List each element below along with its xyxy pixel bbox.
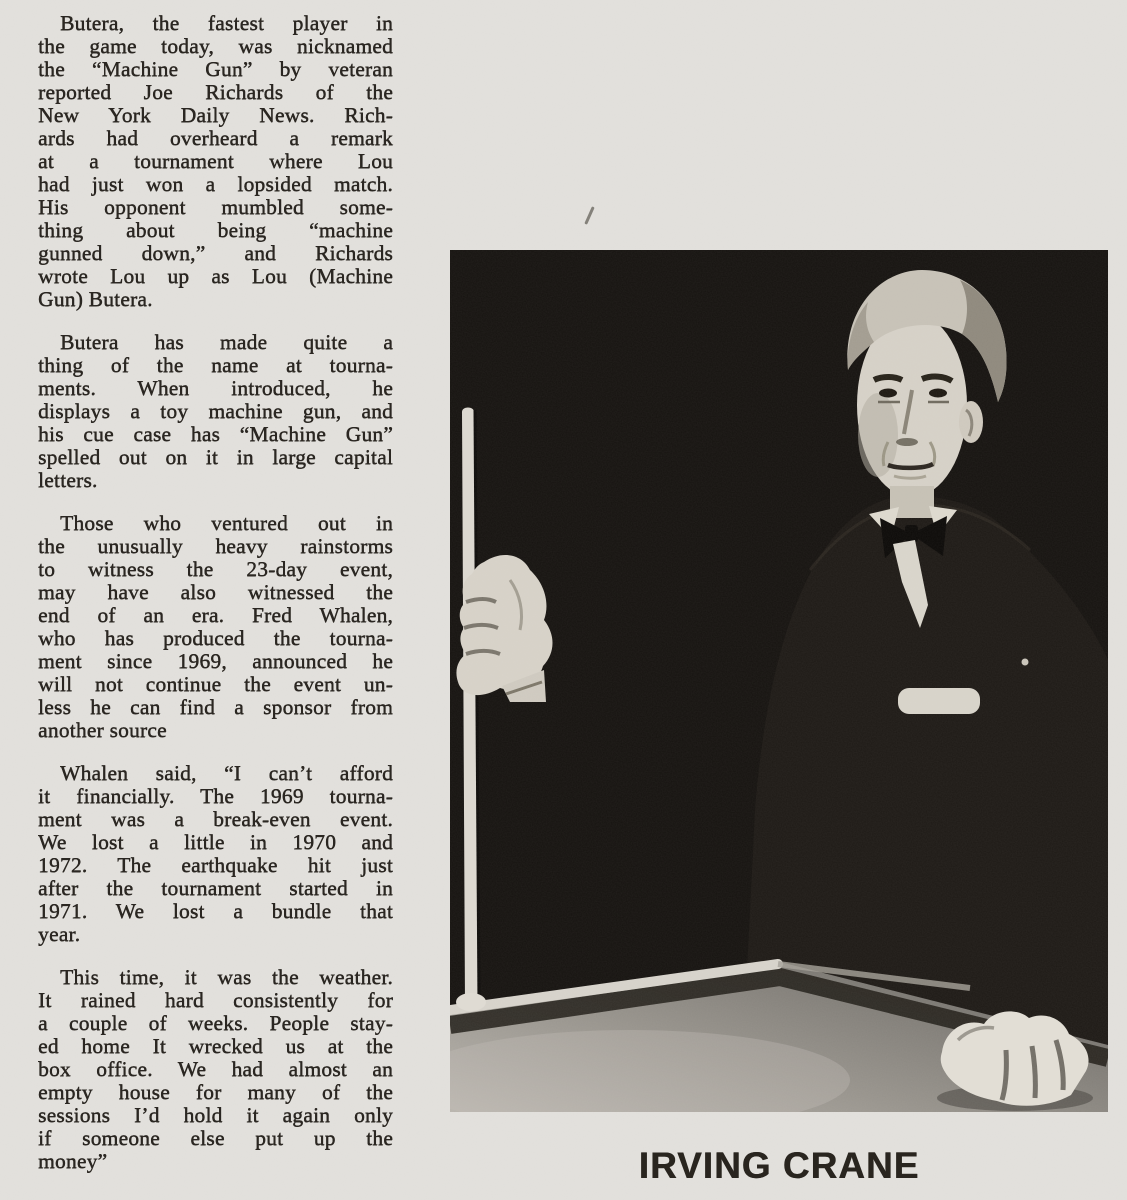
article-line: who has produced the tourna- (38, 626, 393, 650)
article-paragraph (38, 331, 393, 492)
article-line: Butera, the fastest player in (60, 11, 393, 35)
article-line: wrote Lou up as Lou (Machine (38, 264, 393, 288)
article-line: the “Machine Gun” by veteran (38, 57, 393, 81)
article-line: ment was a break-even event. (38, 807, 393, 831)
article-line: 1971. We lost a bundle that (38, 899, 393, 923)
article-line: ards had overheard a remark (38, 126, 393, 150)
article-line: after the tournament started in (38, 876, 393, 900)
article-line: Gun) Butera. (38, 287, 153, 311)
article-paragraph (38, 966, 393, 1173)
article-line: sessions I’d hold it again only (38, 1103, 393, 1127)
article-line: may have also witnessed the (38, 580, 393, 604)
article-line: ments. When introduced, he (38, 376, 393, 400)
article-line: Whalen said, “I can’t afford (60, 761, 393, 785)
stray-ink-mark (584, 206, 594, 225)
article-line: thing about being “machine (38, 218, 393, 242)
article-line: It rained hard consistently for (38, 988, 393, 1012)
photo-caption: IRVING CRANE (638, 1145, 920, 1186)
article-line: Those who ventured out in (60, 511, 393, 535)
article-line: displays a toy machine gun, and (38, 399, 393, 423)
article-paragraph (38, 512, 393, 742)
article-line: ment since 1969, announced he (38, 649, 393, 673)
article-line: the game today, was nicknamed (38, 34, 393, 58)
article-line: box office. We had almost an (38, 1057, 393, 1081)
article-line: We lost a little in 1970 and (38, 830, 393, 854)
article-line: His opponent mumbled some- (38, 195, 393, 219)
article-line: to witness the 23-day event, (38, 557, 393, 581)
article-line: 1972. The earthquake hit just (38, 853, 393, 877)
photo-irving-crane (450, 250, 1108, 1112)
article-line: a couple of weeks. People stay- (38, 1011, 393, 1035)
article-line: less he can find a sponsor from (38, 695, 393, 719)
article-paragraph (38, 762, 393, 946)
article-line: This time, it was the weather. (60, 965, 393, 989)
article-line: empty house for many of the (38, 1080, 393, 1104)
article-line: end of an era. Fred Whalen, (38, 603, 393, 627)
article-line: money” (38, 1149, 108, 1173)
article-line: another source (38, 718, 167, 742)
article-line: it financially. The 1969 tourna- (38, 784, 393, 808)
article-line: if someone else put up the (38, 1126, 393, 1150)
article-line: had just won a lopsided match. (38, 172, 393, 196)
article-line: letters. (38, 468, 98, 492)
article-line: spelled out on it in large capital (38, 445, 393, 469)
article-line: thing of the name at tourna- (38, 353, 393, 377)
article-line: gunned down,” and Richards (38, 241, 393, 265)
article-line: New York Daily News. Rich- (38, 103, 393, 127)
article-line: will not continue the event un- (38, 672, 393, 696)
article-column (38, 0, 393, 1193)
article-paragraph (38, 12, 393, 311)
article-line: ed home It wrecked us at the (38, 1034, 393, 1058)
article-line: the unusually heavy rainstorms (38, 534, 393, 558)
article-line: reported Joe Richards of the (38, 80, 393, 104)
article-line: Butera has made quite a (60, 330, 393, 354)
article-line: at a tournament where Lou (38, 149, 393, 173)
article-line: year. (38, 922, 81, 946)
article-line: his cue case has “Machine Gun” (38, 422, 393, 446)
